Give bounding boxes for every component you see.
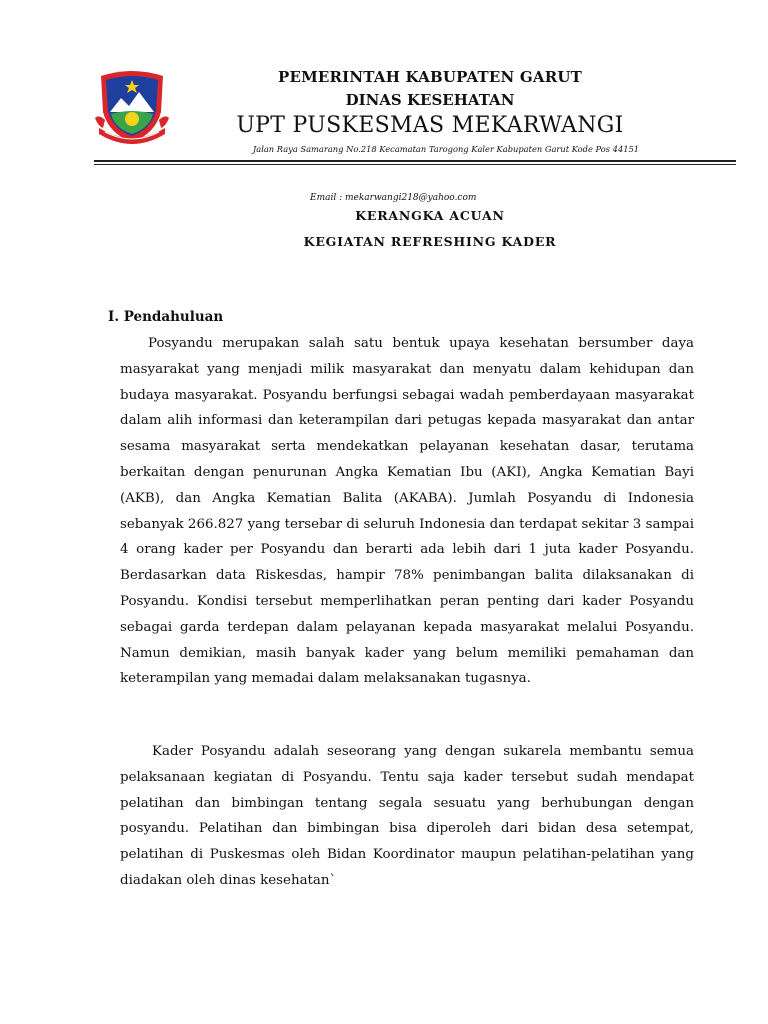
letterhead-department: DINAS KESEHATAN <box>345 91 515 109</box>
document-subtitle: KEGIATAN REFRESHING KADER <box>303 234 557 249</box>
document-title: KERANGKA ACUAN <box>355 208 505 223</box>
letterhead-government: PEMERINTAH KABUPATEN GARUT <box>277 68 583 86</box>
letterhead-divider-thick <box>94 160 736 162</box>
section-heading-pendahuluan: I. Pendahuluan <box>108 309 224 325</box>
letterhead-divider-thin <box>94 164 736 165</box>
body-paragraph-1: Posyandu merupakan salah satu bentuk upaya kesehatan bersumber daya masyarakat yang menjadi milik masyarakat dan menyatu dalam kehidupan dan budaya masyarakat. Posyandu berfungsi sebagai wadah pemberdayaan masyarakat dalam alih informasi dan keterampilan dari petugas kepada masyarakat dan antar sesama masyarakat serta mendekatkan pelayanan kesehatan dasar, terutama berkaitan dengan penurunan Angka Kematian Ibu (AKI), Angka Kematian Bayi (AKB), dan Angka Kematian Balita (AKABA). Jumlah Posyandu di Indonesia sebanyak 266.827 yang tersebar di seluruh Indonesia dan terdapat sekitar 3 sampai 4 orang kader per Posyandu dan berarti ada lebih dari 1 juta kader Posyandu. Berdasarkan data Riskesdas, hampir 78% penimbangan balita dilaksanakan di Posyandu. Kondisi tersebut memperlihatkan peran penting dari kader Posyandu sebagai garda terdepan dalam pelayanan kepada masyarakat melalui Posyandu. Namun demikian, masih banyak kader yang belum memiliki pemahaman dan keterampilan yang memadai dalam melaksanakan tugasnya. <box>120 336 694 687</box>
letterhead-email: Email : mekarwangi218@yahoo.com <box>310 193 477 203</box>
garut-regency-logo-icon <box>93 68 171 148</box>
body-paragraph-2: Kader Posyandu adalah seseorang yang dengan sukarela membantu semua pelaksanaan kegiatan di Posyandu. Tentu saja kader tersebut sudah mendapat pelatihan dan bimbingan tentang segala sesuatu yang berhubungan dengan posyandu. Pelatihan dan bimbingan bisa diperoleh dari bidan desa setempat, pelatihan di Puskesmas oleh Bidan Koordinator maupun pelatihan-pelatihan yang diadakan oleh dinas kesehatan` <box>120 744 694 888</box>
letterhead-institution: UPT PUSKESMAS MEKARWANGI <box>236 113 624 138</box>
letterhead-address: Jalan Raya Samarang No.218 Kecamatan Tarogong Kaler Kabupaten Garut Kode Pos 44151 <box>252 144 640 154</box>
